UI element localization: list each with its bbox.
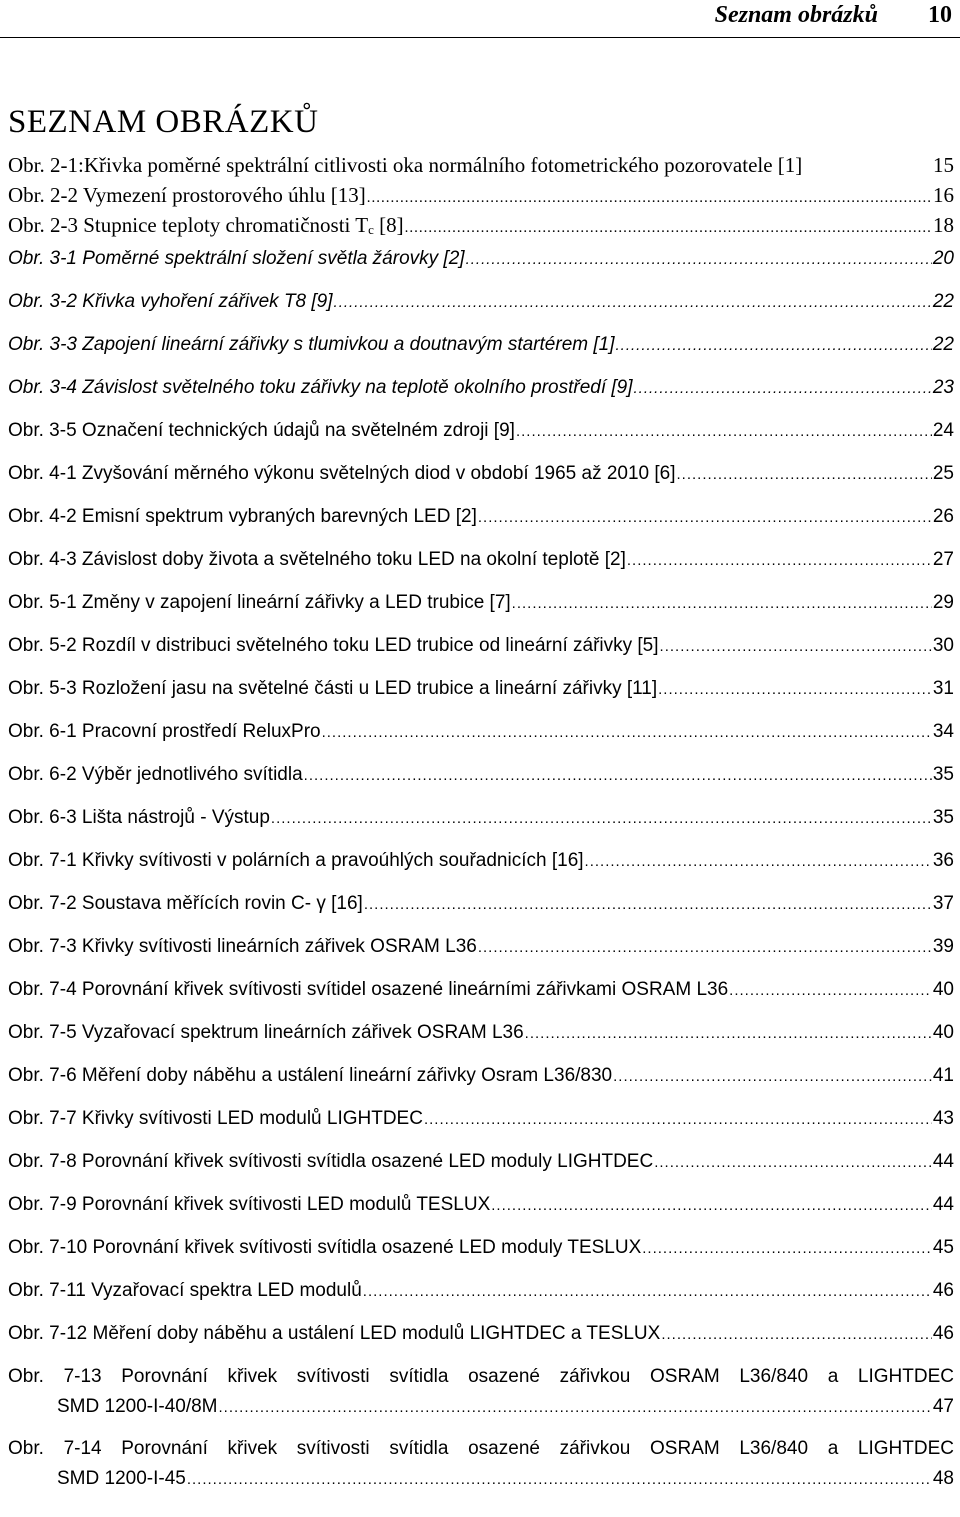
- entry-title: Obr. 5-2 Rozdíl v distribuci světelného toku LED trubice od lineární zářivky [5]: [8, 635, 659, 656]
- entry-title: Obr. 6-2 Výběr jednotlivého svítidla: [8, 764, 303, 785]
- dot-leader: [367, 183, 932, 213]
- toc-entry[interactable]: [8, 975, 954, 1005]
- entry-title: Obr. 4-1 Zvyšování měrného výkonu světelných diod v období 1965 až 2010 [6]: [8, 463, 676, 484]
- entry-page: 18: [933, 213, 954, 237]
- entry-title-subscript: c: [368, 222, 374, 237]
- entry-title: SMD 1200-I-45: [57, 1468, 186, 1489]
- entry-title: Obr. 3-3 Zapojení lineární zářivky s tlumivkou a doutnavým startérem [1]: [8, 334, 615, 355]
- toc-entry[interactable]: [8, 1276, 954, 1306]
- header-title: Seznam obrázků: [714, 2, 878, 28]
- dot-leader: [661, 1320, 932, 1350]
- toc-entry[interactable]: [8, 180, 954, 210]
- entry-title: Obr. 7-1 Křivky svítivosti v polárních a pravoúhlých souřadnicích [16]: [8, 850, 584, 871]
- entry-title: SMD 1200-I-40/8M: [57, 1396, 218, 1417]
- dot-leader: [585, 847, 932, 877]
- entry-page: 41: [932, 1065, 954, 1086]
- header-rule: [0, 37, 960, 38]
- toc-entry[interactable]: [8, 373, 954, 403]
- dot-leader: [677, 460, 932, 490]
- entry-page: 15: [933, 153, 954, 177]
- dot-leader: [187, 1465, 932, 1495]
- toc-entry[interactable]: [8, 932, 954, 962]
- toc-entry[interactable]: [8, 502, 954, 532]
- entry-title-line-1: Obr. 7-14 Porovnání křivek svítivosti svítidla osazené zářivkou OSRAM L36/840 a LIGHTDEC: [8, 1438, 954, 1459]
- entry-page: 27: [932, 549, 954, 570]
- entry-page: 45: [932, 1237, 954, 1258]
- entry-page: 47: [932, 1396, 954, 1417]
- entry-title-part: Obr. 2-3 Stupnice teploty chromatičnosti T: [8, 213, 369, 237]
- toc-entry[interactable]: [8, 889, 954, 919]
- dot-leader: [660, 632, 932, 662]
- entry-page: 40: [932, 979, 954, 1000]
- entry-title: Obr. 3-4 Závislost světelného toku zářivky na teplotě okolního prostředí [9]: [8, 377, 633, 398]
- entry-title: Obr. 7-5 Vyzařovací spektrum lineárních zářivek OSRAM L36: [8, 1022, 524, 1043]
- entry-page: 26: [932, 506, 954, 527]
- entry-title: Obr. 7-12 Měření doby náběhu a ustálení LED modulů LIGHTDEC a TESLUX: [8, 1323, 661, 1344]
- entry-page: 34: [932, 721, 954, 742]
- toc-entry[interactable]: [8, 1147, 954, 1177]
- dot-leader: [478, 933, 932, 963]
- entry-page: 35: [932, 764, 954, 785]
- entry-title: Obr. 7-3 Křivky svítivosti lineárních zářivek OSRAM L36: [8, 936, 477, 957]
- dot-leader: [627, 546, 932, 576]
- entry-title: Obr. 6-1 Pracovní prostředí ReluxPro: [8, 721, 321, 742]
- toc-entry[interactable]: [8, 459, 954, 489]
- entry-page: 46: [932, 1280, 954, 1301]
- entry-title: Obr. 7-4 Porovnání křivek svítivosti svítidel osazené lineárními zářivkami OSRAM L36: [8, 979, 729, 1000]
- entry-title: Obr. 7-9 Porovnání křivek svítivosti LED modulů TESLUX: [8, 1194, 491, 1215]
- toc-entry[interactable]: [8, 1233, 954, 1263]
- entry-title: Obr. 7-2 Soustava měřících rovin C- γ [16]: [8, 893, 363, 914]
- entry-title: Obr. 7-8 Porovnání křivek svítivosti svítidla osazené LED moduly LIGHTDEC: [8, 1151, 654, 1172]
- toc-entry[interactable]: [8, 210, 954, 240]
- entry-page: 35: [932, 807, 954, 828]
- dot-leader: [642, 1234, 932, 1264]
- entry-title: Obr. 5-3 Rozložení jasu na světelné části u LED trubice a lineární zářivky [11]: [8, 678, 658, 699]
- entry-title: Obr. 7-6 Měření doby náběhu a ustálení lineární zářivky Osram L36/830: [8, 1065, 613, 1086]
- dot-leader: [616, 331, 932, 361]
- entry-page: 30: [932, 635, 954, 656]
- dot-leader: [219, 1393, 932, 1423]
- dot-leader: [634, 374, 932, 404]
- entry-page: 44: [932, 1194, 954, 1215]
- entry-title: Obr. 2-2 Vymezení prostorového úhlu [13]: [8, 183, 366, 207]
- entry-title-line-1: Obr. 7-13 Porovnání křivek svítivosti svítidla osazené zářivkou OSRAM L36/840 a LIGHTDEC: [8, 1366, 954, 1387]
- toc-entry[interactable]: [8, 416, 954, 446]
- entry-title: Obr. 7-10 Porovnání křivek svítivosti svítidla osazené LED moduly TESLUX: [8, 1237, 642, 1258]
- entry-page: 22: [932, 334, 954, 355]
- dot-leader: [466, 245, 932, 275]
- entry-page: 37: [932, 893, 954, 914]
- toc-entry[interactable]: [8, 150, 954, 180]
- entry-title: Obr. 7-11 Vyzařovací spektra LED modulů: [8, 1280, 362, 1301]
- entry-title: Obr. 4-2 Emisní spektrum vybraných barevných LED [2]: [8, 506, 477, 527]
- entry-title: Obr. 3-2 Křivka vyhoření zářivek T8 [9]: [8, 291, 333, 312]
- dot-leader: [405, 213, 932, 243]
- entry-page: 22: [932, 291, 954, 312]
- dot-leader: [516, 417, 932, 447]
- dot-leader: [304, 761, 932, 791]
- entry-page: 31: [932, 678, 954, 699]
- entry-page: 16: [933, 183, 954, 207]
- entry-title: Obr. 3-5 Označení technických údajů na světelném zdroji [9]: [8, 420, 515, 441]
- dot-leader: [491, 1191, 932, 1221]
- entry-title: [8, 210, 404, 245]
- entry-title: Obr. 4-3 Závislost doby života a světelného toku LED na okolní teplotě [2]: [8, 549, 626, 570]
- toc-entry[interactable]: [8, 545, 954, 575]
- entry-page: 20: [932, 248, 954, 269]
- entry-page: 39: [932, 936, 954, 957]
- running-header: [0, 0, 960, 40]
- entry-title: Obr. 2-1:Křivka poměrné spektrální citlivosti oka normálního fotometrického pozorovatele [1]: [8, 153, 803, 177]
- dot-leader: [322, 718, 932, 748]
- dot-leader: [364, 890, 932, 920]
- toc-entry[interactable]: [8, 287, 954, 317]
- entry-page: 25: [932, 463, 954, 484]
- toc-entry[interactable]: [8, 1061, 954, 1091]
- toc-entry[interactable]: [8, 846, 954, 876]
- entry-title: Obr. 3-1 Poměrné spektrální složení světla žárovky [2]: [8, 248, 465, 269]
- dot-leader: [654, 1148, 932, 1178]
- dot-leader: [478, 503, 932, 533]
- entry-title: Obr. 6-3 Lišta nástrojů - Výstup: [8, 807, 270, 828]
- entry-title: Obr. 7-7 Křivky svítivosti LED modulů LIGHTDEC: [8, 1108, 423, 1129]
- toc-entry[interactable]: [8, 244, 954, 274]
- header-page-number: 10: [928, 2, 952, 28]
- entry-page: 24: [932, 420, 954, 441]
- toc-entry[interactable]: [8, 1319, 954, 1349]
- dot-leader: [424, 1105, 932, 1135]
- dot-leader: [363, 1277, 932, 1307]
- dot-leader: [334, 288, 932, 318]
- entry-page: 36: [932, 850, 954, 871]
- toc-entry[interactable]: [8, 717, 954, 747]
- toc-entry[interactable]: [8, 330, 954, 360]
- toc-entry[interactable]: [8, 631, 954, 661]
- entry-page: 40: [932, 1022, 954, 1043]
- entry-page: 43: [932, 1108, 954, 1129]
- toc-entry[interactable]: [8, 1362, 954, 1422]
- toc-entry[interactable]: [8, 674, 954, 704]
- toc-entry[interactable]: [8, 588, 954, 618]
- entry-title: Obr. 5-1 Změny v zapojení lineární zářivky a LED trubice [7]: [8, 592, 511, 613]
- dot-leader: [613, 1062, 932, 1092]
- toc-entry[interactable]: [8, 1018, 954, 1048]
- entry-page: 23: [932, 377, 954, 398]
- toc-entry[interactable]: [8, 1434, 954, 1494]
- toc-entry[interactable]: [8, 803, 954, 833]
- entry-page: 29: [932, 592, 954, 613]
- toc-entry[interactable]: [8, 760, 954, 790]
- dot-leader: [512, 589, 932, 619]
- entry-page: 46: [932, 1323, 954, 1344]
- dot-leader: [729, 976, 932, 1006]
- section-title: SEZNAM OBRÁZKŮ: [8, 104, 319, 140]
- dot-leader: [658, 675, 932, 705]
- toc-entry[interactable]: [8, 1190, 954, 1220]
- entry-page: 48: [932, 1468, 954, 1489]
- dot-leader: [525, 1019, 932, 1049]
- toc-entry[interactable]: [8, 1104, 954, 1134]
- dot-leader: [271, 804, 932, 834]
- entry-page: 44: [932, 1151, 954, 1172]
- entry-title-part: [8]: [373, 213, 404, 237]
